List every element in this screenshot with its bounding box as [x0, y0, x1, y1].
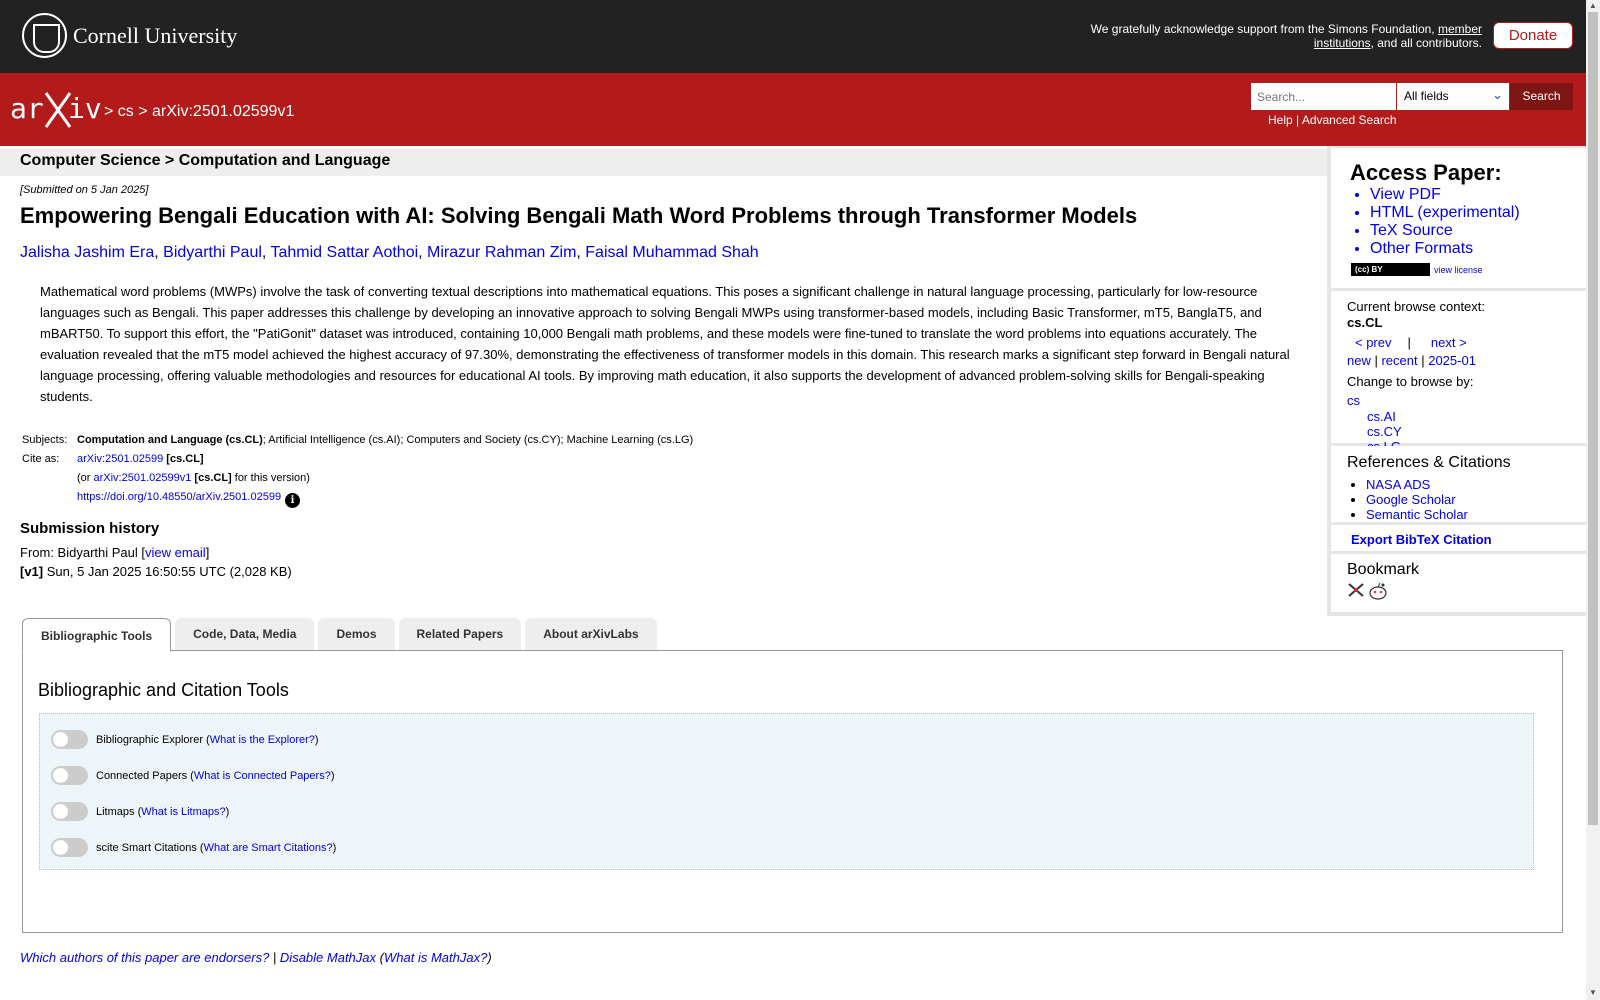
other-formats-link[interactable]: Other Formats: [1370, 240, 1474, 257]
browse-cs-ai-link[interactable]: cs.AI: [1367, 409, 1396, 424]
tool-row: scite Smart Citations ( What are Smart Citations? ): [51, 838, 336, 857]
view-license-link[interactable]: view license: [1434, 264, 1483, 275]
what-is-litmaps-link[interactable]: What is Litmaps?: [141, 805, 226, 818]
cc-by-icon[interactable]: (cc) BY: [1351, 263, 1430, 276]
submission-from: From: Bidyarthi Paul [view email]: [20, 545, 210, 560]
browse-context-value: cs.CL: [1347, 315, 1383, 330]
top-bar: [0, 0, 1586, 73]
breadcrumb[interactable]: > cs > arXiv:2501.02599v1: [104, 103, 295, 120]
advanced-search-link[interactable]: Advanced Search: [1301, 113, 1397, 127]
support-text: We gratefully acknowledge support from the Simons Foundation, member institutions, and all contributors.: [1090, 22, 1482, 50]
doi-link[interactable]: https://doi.org/10.48550/arXiv.2501.02599: [77, 491, 282, 503]
tab-panel: [22, 650, 1563, 933]
tab-demos[interactable]: Demos: [318, 618, 394, 650]
tools-box: [39, 713, 1534, 870]
what-is-explorer-link[interactable]: What is the Explorer?: [209, 733, 315, 746]
recent-link[interactable]: recent: [1381, 353, 1418, 368]
tab-about-arxivlabs[interactable]: About arXivLabs: [525, 618, 656, 650]
panel-title: Bibliographic and Citation Tools: [38, 680, 289, 700]
browse-cs-cy-link[interactable]: cs.CY: [1367, 424, 1402, 439]
cornell-logo[interactable]: [22, 13, 237, 58]
disable-mathjax-link[interactable]: Disable MathJax: [279, 950, 377, 965]
search-button[interactable]: Search: [1510, 83, 1573, 110]
cite-label: Cite as:: [22, 453, 60, 465]
subjects-row: [20, 431, 693, 450]
scrollbar[interactable]: [1586, 0, 1600, 1000]
subjects-label: Subjects:: [22, 434, 68, 446]
scroll-up-icon[interactable]: ▲: [1589, 1, 1597, 10]
author-link[interactable]: Mirazur Rahman Zim: [427, 244, 577, 261]
help-links: Help | Advanced Search: [1268, 113, 1397, 127]
reddit-icon[interactable]: [1368, 582, 1388, 600]
author-link[interactable]: Tahmid Sattar Aothoi: [270, 244, 419, 261]
export-box: [1331, 525, 1586, 551]
bibliographic-explorer-toggle[interactable]: [51, 730, 88, 749]
search-field-select[interactable]: All fields ⌄: [1397, 83, 1509, 110]
semantic-scholar-link[interactable]: Semantic Scholar: [1366, 507, 1468, 522]
footer-links: Which authors of this paper are endorsers? | Disable MathJax (What is MathJax?): [20, 950, 492, 965]
svg-text:ar: ar: [10, 92, 44, 125]
access-links: [1331, 186, 1586, 258]
browse-context-box: Current browse context: cs.CL < prev | next > new | recent | 2025-01 Change to browse by: cs cs.AI cs.CY: [1331, 291, 1586, 443]
labs-tabs: [22, 618, 661, 651]
submitted-date: [Submitted on 5 Jan 2025]: [20, 184, 149, 196]
bibsonomy-icon[interactable]: [1347, 582, 1365, 598]
tex-source-link[interactable]: TeX Source: [1370, 222, 1453, 239]
litmaps-toggle[interactable]: [51, 802, 88, 821]
scroll-down-icon[interactable]: ▼: [1589, 988, 1597, 997]
view-pdf-link[interactable]: View PDF: [1370, 186, 1441, 203]
primary-subject: Computation and Language (cs.CL): [77, 434, 263, 446]
author-link[interactable]: Jalisha Jashim Era: [20, 244, 155, 261]
new-link[interactable]: new: [1347, 353, 1371, 368]
change-browse-label: Change to browse by:: [1347, 374, 1474, 389]
sidebar: [1327, 146, 1586, 616]
chevron-down-icon: ⌄: [1492, 87, 1503, 102]
nasa-ads-link[interactable]: NASA ADS: [1366, 477, 1431, 492]
month-link[interactable]: 2025-01: [1428, 353, 1476, 368]
html-link[interactable]: HTML (experimental): [1370, 204, 1520, 221]
scroll-thumb[interactable]: [1588, 12, 1598, 825]
tool-row: Litmaps ( What is Litmaps? ): [51, 802, 229, 821]
cite-version-link[interactable]: arXiv:2501.02599v1: [93, 472, 192, 484]
access-paper-box: [1331, 148, 1586, 288]
other-subjects: ; Artificial Intelligence (cs.AI); Computers and Society (cs.CY); Machine Learning (cs.LG): [262, 434, 694, 446]
paper-title: Empowering Bengali Education with AI: Solving Bengali Math Word Problems through Transformer Models: [20, 203, 1138, 228]
prev-link[interactable]: < prev: [1355, 335, 1392, 350]
what-is-connected-papers-link[interactable]: What is Connected Papers?: [193, 769, 331, 782]
info-icon[interactable]: i: [285, 493, 300, 508]
bookmark-box: [1331, 554, 1586, 612]
authors: Jalisha Jashim Era, Bidyarthi Paul, Tahmid Sattar Aothoi, Mirazur Rahman Zim, Faisal Muhammad Shah: [20, 244, 759, 261]
tab-related-papers[interactable]: Related Papers: [399, 618, 522, 650]
cite-id-link[interactable]: arXiv:2501.02599: [77, 453, 164, 465]
arxiv-logo-icon[interactable]: [10, 87, 102, 131]
google-scholar-link[interactable]: Google Scholar: [1366, 492, 1456, 507]
author-link[interactable]: Faisal Muhammad Shah: [585, 244, 759, 261]
tool-row: Connected Papers ( What is Connected Papers? ): [51, 766, 335, 785]
tab-bibliographic-tools[interactable]: Bibliographic Tools: [22, 618, 171, 652]
browse-cs-link[interactable]: cs: [1347, 393, 1360, 408]
next-link[interactable]: next >: [1430, 335, 1467, 350]
cite-row: Cite as: arXiv:2501.02599 [cs.CL] (or arXiv:2501.02599v1 [cs.CL] for this version) https://doi.org/10.48550/arXiv.2501.02599 i: [20, 450, 693, 508]
bookmark-title: Bookmark: [1347, 561, 1420, 578]
tab-code-data-media[interactable]: Code, Data, Media: [175, 618, 314, 650]
browse-context-label: Current browse context:: [1347, 299, 1486, 314]
arxiv-header: [0, 73, 1586, 146]
endorsers-link[interactable]: Which authors of this paper are endorsers?: [20, 950, 270, 965]
scite-toggle[interactable]: [51, 838, 88, 857]
references-title: References & Citations: [1347, 454, 1511, 471]
view-email-link[interactable]: view email: [145, 545, 206, 560]
tool-row: Bibliographic Explorer ( What is the Explorer? ): [51, 730, 319, 749]
connected-papers-toggle[interactable]: [51, 766, 88, 785]
access-paper-title: Access Paper:: [1350, 160, 1502, 185]
cornell-name: Cornell University: [73, 22, 238, 48]
abstract: Mathematical word problems (MWPs) involve the task of converting textual descriptions into mathematical equations. This poses a significant challenge in natural language processing, particularly for low-resource languages such as Bengali. This paper addresses this challenge by developing an innovative approach to solving Bengali MWPs using transformer-based models, including Basic Transformer, mT5, BanglaT5, and mBART50. To support this effort, the "PatiGonit" dataset was introduced, containing 10,000 Bengali math problems, and these models were fine-tuned to translate the word problems into equations accurately. The evaluation revealed that the mT5 model achieved the highest accuracy of 97.30%, demonstrating the effectiveness of transformer models in this domain. This research marks a significant step forward in Bengali natural language processing, offering valuable methodologies and resources for educational AI tools. By improving math education, it also supports the development of advanced problem-solving skills for Bengali-speaking students.: [40, 284, 1290, 404]
metadata-table: [20, 431, 693, 508]
what-are-smart-citations-link[interactable]: What are Smart Citations?: [203, 841, 333, 854]
donate-button[interactable]: Donate: [1493, 22, 1573, 49]
cornell-seal-icon: [22, 13, 67, 58]
author-link[interactable]: Bidyarthi Paul: [163, 244, 262, 261]
submission-history-title: Submission history: [20, 520, 160, 537]
subject-path: Computer Science > Computation and Language: [0, 149, 1327, 176]
help-link[interactable]: Help: [1268, 113, 1293, 127]
svg-text:iv: iv: [68, 92, 102, 125]
export-bibtex-link[interactable]: Export BibTeX Citation: [1351, 532, 1492, 547]
member-institutions-link[interactable]: member institutions: [1313, 22, 1482, 50]
references-box: [1331, 446, 1586, 522]
what-is-mathjax-link[interactable]: What is MathJax?: [383, 950, 488, 965]
license-badge: [1351, 263, 1586, 276]
search-input[interactable]: [1251, 83, 1396, 110]
version-v1: [v1] Sun, 5 Jan 2025 16:50:55 UTC (2,028 KB): [20, 564, 292, 579]
